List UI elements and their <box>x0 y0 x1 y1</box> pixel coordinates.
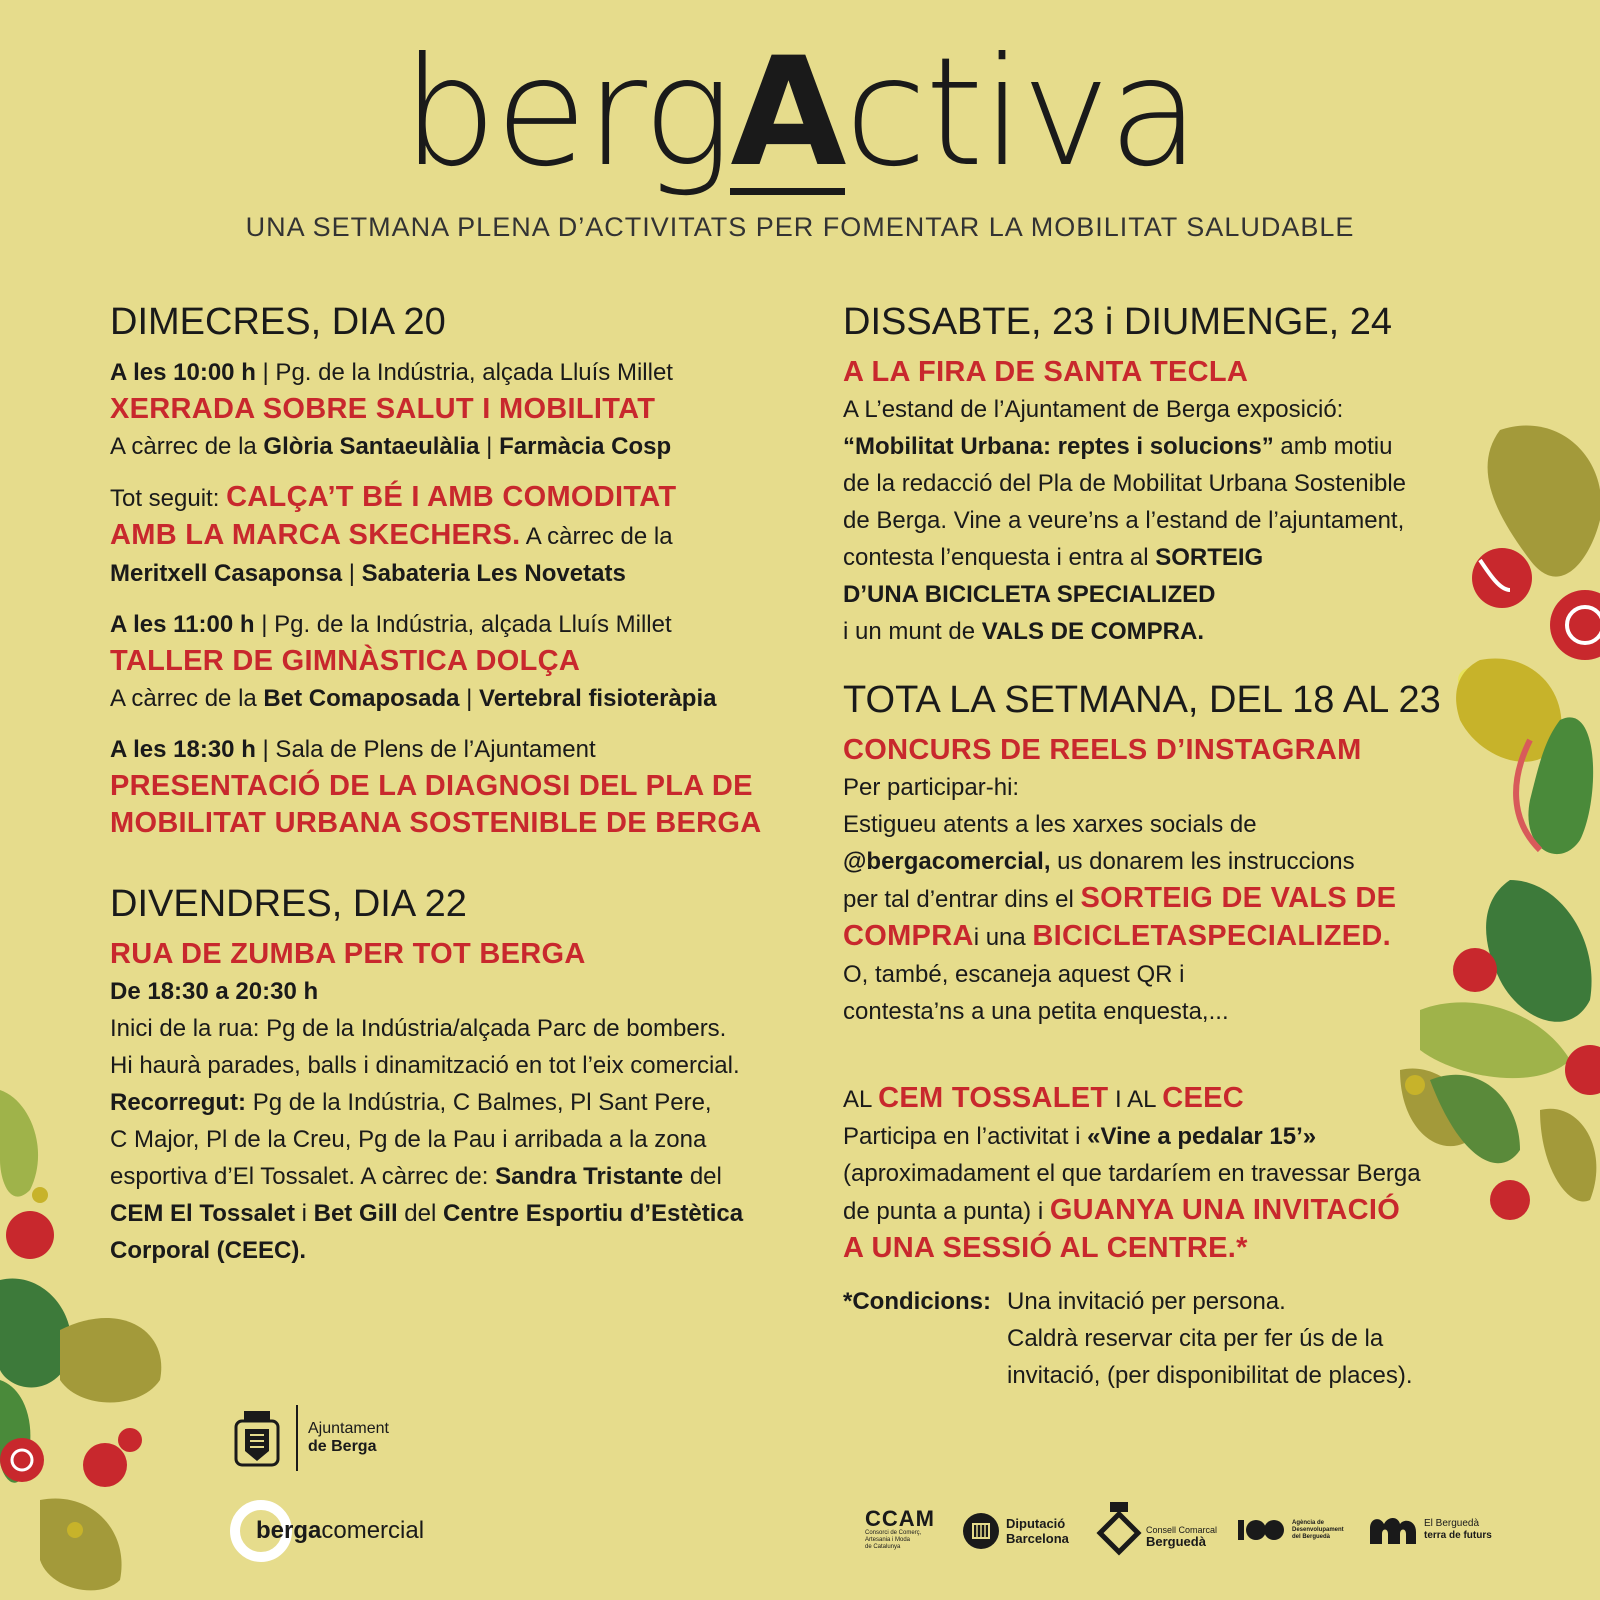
event-title: A LA FIRA DE SANTA TECLA <box>843 356 1249 388</box>
ccam-sub: Artesania i Moda <box>865 1537 911 1543</box>
bergacomercial-logo <box>228 1498 424 1564</box>
event-title: AMB LA MARCA SKECHERS. <box>110 519 521 551</box>
org-name: Centre Esportiu d’Estètica <box>443 1200 744 1227</box>
event-title-line <box>110 517 790 555</box>
event-text <box>843 843 1483 880</box>
ccam-sub: de Catalunya <box>865 1544 901 1550</box>
event-text: Inici de la rua: Pg de la Indústria/alçada Parc de bombers. <box>110 1015 727 1042</box>
event-title: RUA DE ZUMBA PER TOT BERGA <box>110 938 586 970</box>
event-title: MOBILITAT URBANA SOSTENIBLE DE BERGA <box>110 807 762 839</box>
text: de punta a punta) i <box>843 1198 1050 1225</box>
event-text: C Major, Pl de la Creu, Pg de la Pau i arribada a la zona <box>110 1126 707 1153</box>
event-text: Estigueu atents a les xarxes socials de <box>843 811 1257 838</box>
presenter-org: Farmàcia Cosp <box>499 433 672 460</box>
event-place: | Pg. de la Indústria, alçada Lluís Millet <box>254 611 672 638</box>
text: per tal d’entrar dins el <box>843 886 1081 913</box>
event-time: A les 18:30 h <box>110 736 256 763</box>
highlight: GUANYA UNA INVITACIÓ <box>1049 1194 1401 1226</box>
day-heading-week: TOTA LA SETMANA, DEL 18 AL 23 <box>843 679 1441 721</box>
text: us donarem les instruccions <box>1050 848 1355 875</box>
event-title: TALLER DE GIMNÀSTICA DOLÇA <box>110 645 581 677</box>
event-time-line <box>110 731 790 768</box>
event-text <box>843 880 1483 918</box>
text: del <box>683 1163 722 1190</box>
text: Participa en l’activitat i <box>843 1123 1088 1150</box>
event-text: (aproximadament el que tardaríem en travessar Berga <box>843 1160 1421 1187</box>
venue: CEM TOSSALET <box>878 1082 1109 1114</box>
cem-heading <box>843 1080 1483 1118</box>
event-text: A L’estand de l’Ajuntament de Berga exposició: <box>843 396 1344 423</box>
presenter-org: Sabateria Les Novetats <box>361 560 626 587</box>
event-text: O, també, escaneja aquest QR i <box>843 961 1185 988</box>
highlight: SORTEIG DE VALS DE <box>1080 882 1397 914</box>
separator: | <box>479 433 500 460</box>
event-time: De 18:30 a 20:30 h <box>110 978 319 1005</box>
event-text: contesta’ns a una petita enquesta,... <box>843 998 1229 1025</box>
presenter-name: Glòria Santaeulàlia <box>263 433 480 460</box>
title-part-berg: berg <box>401 26 731 200</box>
org-name: CEM El Tossalet <box>110 1200 295 1227</box>
bergueda-name: El Berguedà <box>1424 1518 1480 1529</box>
left-column <box>110 300 790 1269</box>
text: i un munt de <box>843 618 982 645</box>
ajuntament-city: de Berga <box>308 1438 377 1455</box>
activity-name: «Vine a pedalar 15’» <box>1087 1123 1317 1150</box>
conditions-label: *Condicions: <box>843 1288 991 1315</box>
event-title-line <box>110 479 790 517</box>
title-part-A: A <box>730 26 845 200</box>
event-text: D’UNA BICICLETA SPECIALIZED <box>843 581 1216 608</box>
ccam-sub: Consorci de Comerç, <box>865 1530 922 1536</box>
bergueda-mountains-icon <box>1368 1514 1418 1546</box>
text: I AL <box>1108 1086 1163 1113</box>
route-text: Pg de la Indústria, C Balmes, Pl Sant Pere, <box>246 1089 712 1116</box>
event-text <box>843 1192 1483 1230</box>
consell-comarcal-logo <box>1096 1500 1217 1556</box>
route-label: Recorregut: <box>110 1089 247 1116</box>
day-heading-friday: DIVENDRES, DIA 22 <box>110 883 467 925</box>
event-title: XERRADA SOBRE SALUT I MOBILITAT <box>110 393 656 425</box>
logo-text: comercial <box>321 1517 425 1544</box>
event-text <box>110 1158 790 1195</box>
event-text <box>843 613 1483 650</box>
conditions <box>843 1283 1483 1394</box>
venue: CEEC <box>1162 1082 1244 1114</box>
event-title: CALÇA’T BÉ I AMB COMODITAT <box>226 481 677 513</box>
event-time: A les 11:00 h <box>110 611 255 638</box>
event-text: Per participar-hi: <box>843 774 1020 801</box>
berga-coat-of-arms-icon <box>228 1407 286 1469</box>
ajuntament-name: Ajuntament <box>308 1420 389 1437</box>
event-presenters <box>110 428 790 465</box>
agencia-text: Agència de <box>1292 1519 1325 1526</box>
highlight: A UNA SESSIÓ AL CENTRE.* <box>843 1232 1248 1264</box>
bergueda-slogan: terra de futurs <box>1424 1530 1492 1541</box>
right-column <box>843 300 1483 1394</box>
diputacio-name: Diputació <box>1006 1516 1066 1531</box>
separator: | <box>459 685 480 712</box>
ccam-logo <box>865 1508 935 1551</box>
day-heading-weekend: DISSABTE, 23 i DIUMENGE, 24 <box>843 301 1393 343</box>
highlight: COMPRA <box>843 920 974 952</box>
diputacio-city: Barcelona <box>1006 1531 1069 1546</box>
highlight: VALS DE COMPRA. <box>981 618 1204 645</box>
event-text: Hi haurà parades, balls i dinamització en tot l’eix comercial. <box>110 1052 740 1079</box>
ccam-name: CCAM <box>865 1506 935 1531</box>
day-heading-wednesday: DIMECRES, DIA 20 <box>110 301 446 343</box>
event-text <box>843 428 1483 465</box>
event-time-line <box>110 606 790 643</box>
agencia-circles-icon <box>1236 1516 1288 1544</box>
text: AL <box>843 1086 879 1113</box>
event-text <box>843 918 1483 956</box>
presenter-name: Meritxell Casaponsa <box>110 560 343 587</box>
exhibition-title: “Mobilitat Urbana: reptes i solucions” <box>843 433 1274 460</box>
agencia-logo <box>1236 1516 1344 1544</box>
text: amb motiu <box>1273 433 1393 460</box>
condition-line: Caldrà reservar cita per fer ús de la <box>1007 1325 1384 1352</box>
text: esportiva d’El Tossalet. A càrrec de: <box>110 1163 496 1190</box>
presenter-prefix: A càrrec de la <box>110 433 264 460</box>
ajuntament-logo <box>228 1405 389 1471</box>
event-text <box>843 539 1483 576</box>
highlight: SORTEIG <box>1155 544 1264 571</box>
event-title: PRESENTACIÓ DE LA DIAGNOSI DEL PLA DE <box>110 770 753 802</box>
presenter-prefix: A càrrec de la <box>110 685 264 712</box>
event-text <box>843 1118 1483 1155</box>
event-presenters <box>110 680 790 717</box>
event-text: de Berga. Vine a veure’ns a l’estand de l’ajuntament, <box>843 507 1405 534</box>
agencia-text: del Berguedà <box>1292 1533 1331 1540</box>
bergueda-logo <box>1368 1514 1492 1546</box>
text: contesta l’enquesta i entra al <box>843 544 1156 571</box>
text: i una <box>973 924 1033 951</box>
presenter-prefix: A càrrec de la <box>520 523 673 550</box>
event-title: CONCURS DE REELS D’INSTAGRAM <box>843 734 1362 766</box>
event-text: Corporal (CEEC). <box>110 1237 307 1264</box>
event-text <box>110 1195 790 1232</box>
event-time-line <box>110 354 790 391</box>
event-text <box>110 1084 790 1121</box>
consell-region: Berguedà <box>1146 1534 1206 1549</box>
subtitle: UNA SETMANA PLENA D’ACTIVITATS PER FOMENTAR LA MOBILITAT SALUDABLE <box>245 212 1355 242</box>
presenter-name: Sandra Tristante <box>495 1163 684 1190</box>
consell-comarcal-emblem-icon <box>1096 1500 1142 1556</box>
event-text: de la redacció del Pla de Mobilitat Urbana Sostenible <box>843 470 1407 497</box>
presenter-name: Bet Gill <box>313 1200 398 1227</box>
event-prefix: Tot seguit: <box>110 485 227 512</box>
title-part-ctiva: ctiva <box>844 26 1199 200</box>
consell-name: Consell Comarcal <box>1146 1525 1218 1535</box>
condition-line: Una invitació per persona. <box>1007 1288 1286 1315</box>
page-title <box>0 18 1600 208</box>
event-place: | Sala de Plens de l’Ajuntament <box>255 736 596 763</box>
separator: | <box>342 560 362 587</box>
social-handle: @bergacomercial, <box>843 848 1051 875</box>
condition-line: invitació, (per disponibilitat de places). <box>1007 1362 1413 1389</box>
agencia-text: Desenvolupament <box>1292 1526 1344 1533</box>
text: del <box>397 1200 443 1227</box>
diputacio-seal-icon <box>962 1512 1000 1550</box>
highlight: BICICLETASPECIALIZED. <box>1032 920 1392 952</box>
presenter-name: Bet Comaposada <box>263 685 460 712</box>
presenter-org: Vertebral fisioteràpia <box>479 685 717 712</box>
logo-text-bold: berga <box>256 1517 322 1544</box>
event-time: A les 10:00 h <box>110 359 256 386</box>
conditions-text <box>1007 1283 1413 1394</box>
event-place: | Pg. de la Indústria, alçada Lluís Millet <box>255 359 673 386</box>
text: i <box>294 1200 314 1227</box>
diputacio-logo <box>962 1512 1069 1550</box>
event-presenters <box>110 555 790 592</box>
